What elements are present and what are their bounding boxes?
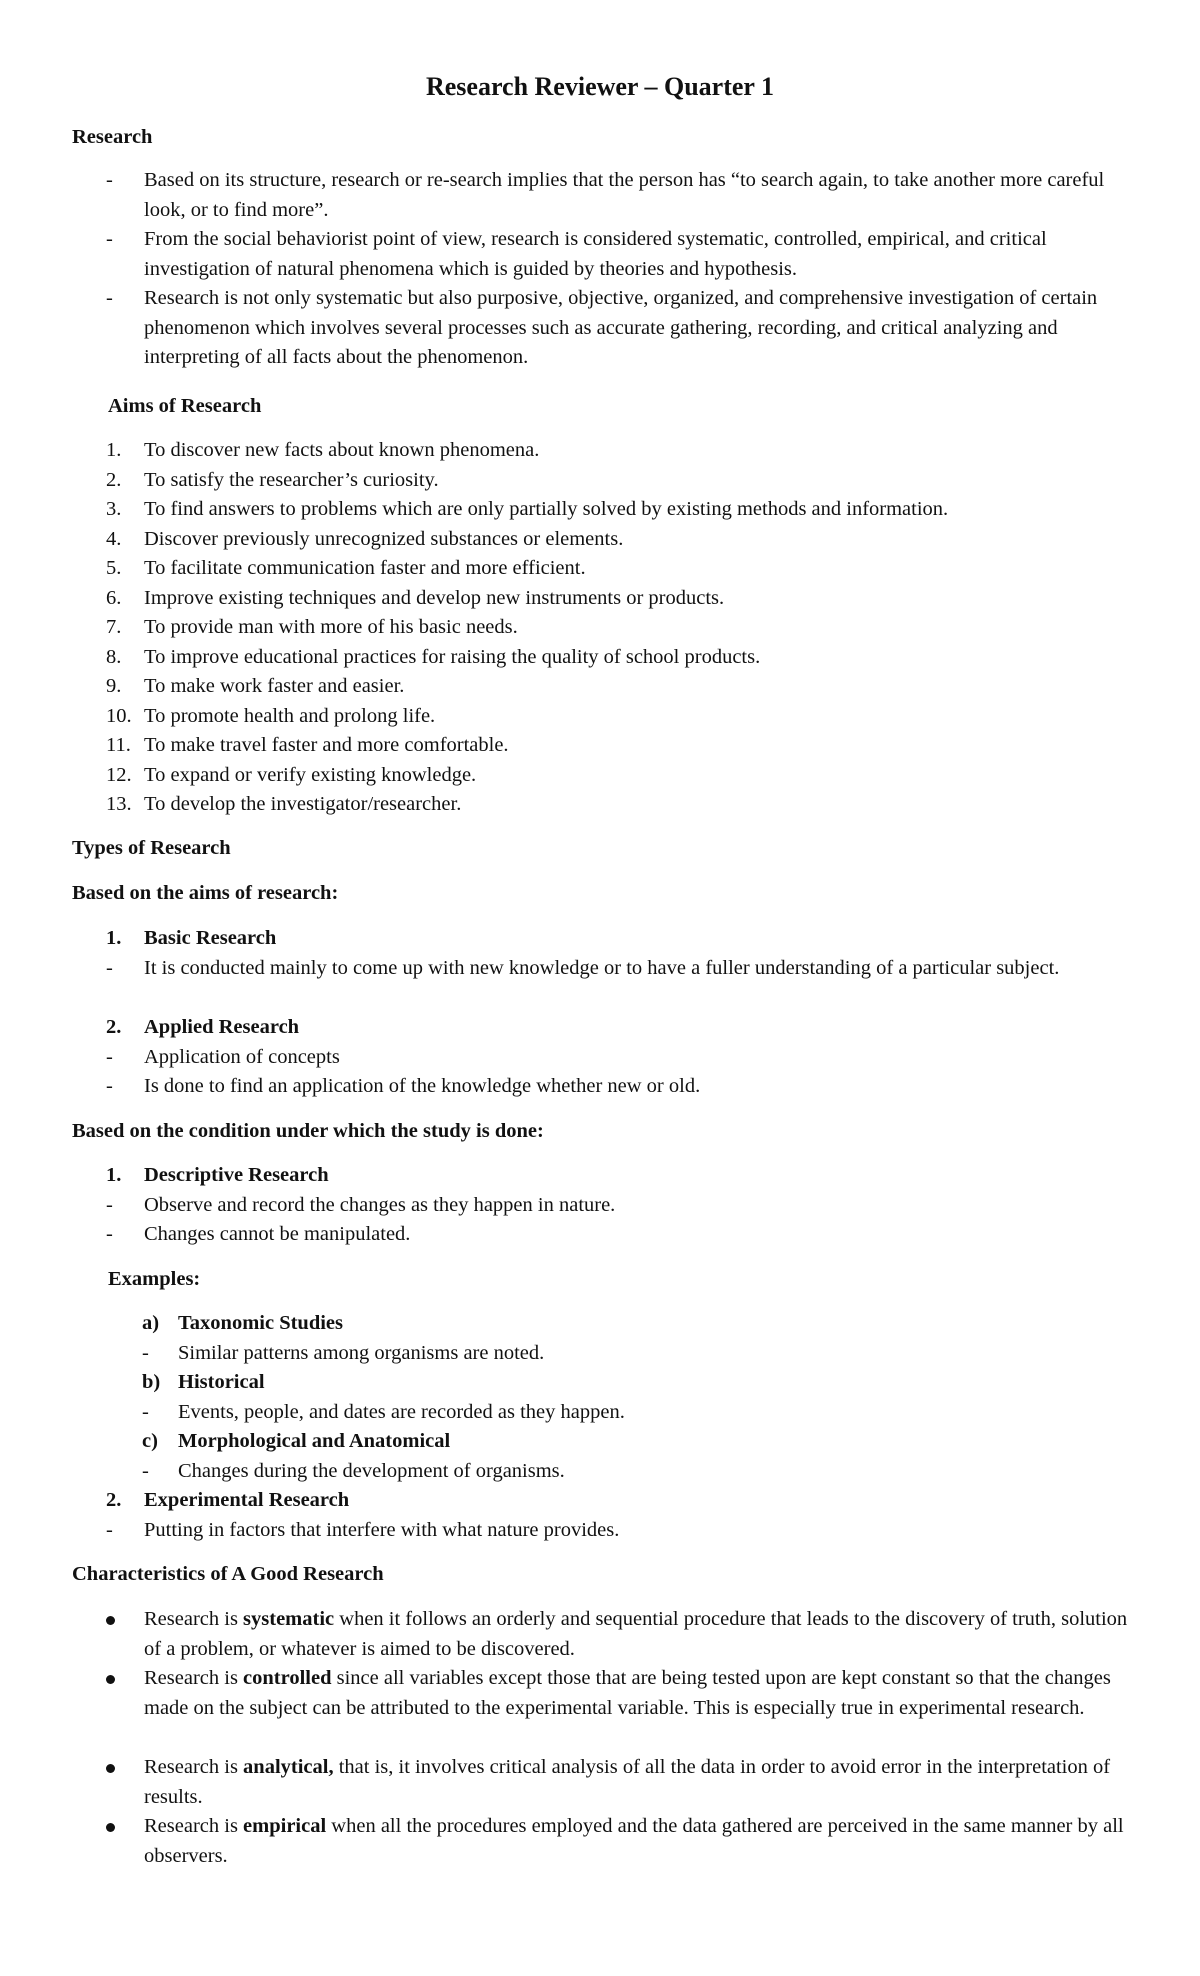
bullet-icon	[106, 1823, 115, 1832]
list-item: 10. To promote health and prolong life.	[106, 705, 436, 727]
list-item: 2. To satisfy the researcher’s curiosity.	[106, 469, 439, 491]
dash-marker: -	[106, 228, 113, 250]
characteristic-item: Research is systematic when it follows an orderly and sequential procedure that leads to the discovery of truth, solution of a problem, or whatever is aimed to be discovered.	[106, 1605, 1136, 1664]
bullet-icon	[106, 1675, 115, 1684]
types-heading: Types of Research	[72, 837, 231, 859]
list-item: 13. To develop the investigator/researcher.	[106, 793, 462, 815]
list-item: 8. To improve educational practices for raising the quality of school products.	[106, 646, 761, 668]
characteristic-item: Research is analytical, that is, it involves critical analysis of all the data in order to avoid error in the interpretation of results.	[106, 1753, 1136, 1812]
applied-research-desc: - Application of concepts	[106, 1046, 340, 1068]
descriptive-research-desc: - Changes cannot be manipulated.	[106, 1223, 411, 1245]
research-item: - From the social behaviorist point of view, research is considered systematic, controlled, empirical, and critical investigation of natural phenomena which is guided by theories and hypothesis.	[106, 225, 1136, 284]
basic-research-desc: - It is conducted mainly to come up with new knowledge or to have a fuller understanding of a particular subject.	[106, 957, 1060, 979]
characteristic-item: Research is controlled since all variables except those that are being tested upon are kept constant so that the changes made on the subject can be attributed to the experimental variable. This is especially true in experimental research.	[106, 1664, 1136, 1723]
descriptive-research-desc: - Observe and record the changes as they happen in nature.	[106, 1194, 616, 1216]
list-item: 6. Improve existing techniques and develop new instruments or products.	[106, 587, 725, 609]
research-item: - Based on its structure, research or re-search implies that the person has “to search again, to take another more careful look, or to find more”.	[106, 166, 1136, 225]
experimental-research-desc: - Putting in factors that interfere with what nature provides.	[106, 1519, 620, 1541]
list-item: 5. To facilitate communication faster and more efficient.	[106, 557, 586, 579]
example-title: a) Taxonomic Studies	[142, 1312, 343, 1334]
aims-based-heading: Based on the aims of research:	[72, 882, 339, 904]
list-item: 1. To discover new facts about known phenomena.	[106, 439, 540, 461]
condition-based-heading: Based on the condition under which the study is done:	[72, 1120, 544, 1142]
example-desc: - Events, people, and dates are recorded as they happen.	[142, 1401, 625, 1423]
page-title: Research Reviewer – Quarter 1	[425, 72, 774, 101]
examples-label: Examples:	[108, 1268, 201, 1290]
characteristics-heading: Characteristics of A Good Research	[72, 1563, 384, 1585]
applied-research-title: 2. Applied Research	[106, 1016, 300, 1038]
experimental-research-title: 2. Experimental Research	[106, 1489, 350, 1511]
list-item: 7. To provide man with more of his basic needs.	[106, 616, 518, 638]
dash-marker: -	[106, 287, 113, 309]
example-desc: - Changes during the development of organisms.	[142, 1460, 565, 1482]
applied-research-desc: - Is done to find an application of the knowledge whether new or old.	[106, 1075, 701, 1097]
list-item: 11. To make travel faster and more comfortable.	[106, 734, 509, 756]
list-item: 9. To make work faster and easier.	[106, 675, 405, 697]
aims-heading: Aims of Research	[108, 395, 262, 417]
example-desc: - Similar patterns among organisms are noted.	[142, 1342, 545, 1364]
descriptive-research-title: 1. Descriptive Research	[106, 1164, 329, 1186]
list-item: 12. To expand or verify existing knowledge.	[106, 764, 477, 786]
research-item: - Research is not only systematic but also purposive, objective, organized, and comprehensive investigation of certain phenomenon which involves several processes such as accurate gathering, recording, and critical analyzing and interpreting of all facts about the phenomenon.	[106, 284, 1136, 373]
basic-research-title: 1. Basic Research	[106, 927, 277, 949]
list-item: 3. To find answers to problems which are only partially solved by existing methods and information.	[106, 498, 949, 520]
dash-marker: -	[106, 169, 113, 191]
research-heading: Research	[72, 126, 153, 148]
example-title: c) Morphological and Anatomical	[142, 1430, 451, 1452]
example-title: b) Historical	[142, 1371, 265, 1393]
list-item: 4. Discover previously unrecognized substances or elements.	[106, 528, 624, 550]
bullet-icon	[106, 1764, 115, 1773]
bullet-icon	[106, 1616, 115, 1625]
characteristic-item: Research is empirical when all the procedures employed and the data gathered are perceived in the same manner by all observers.	[106, 1812, 1136, 1871]
